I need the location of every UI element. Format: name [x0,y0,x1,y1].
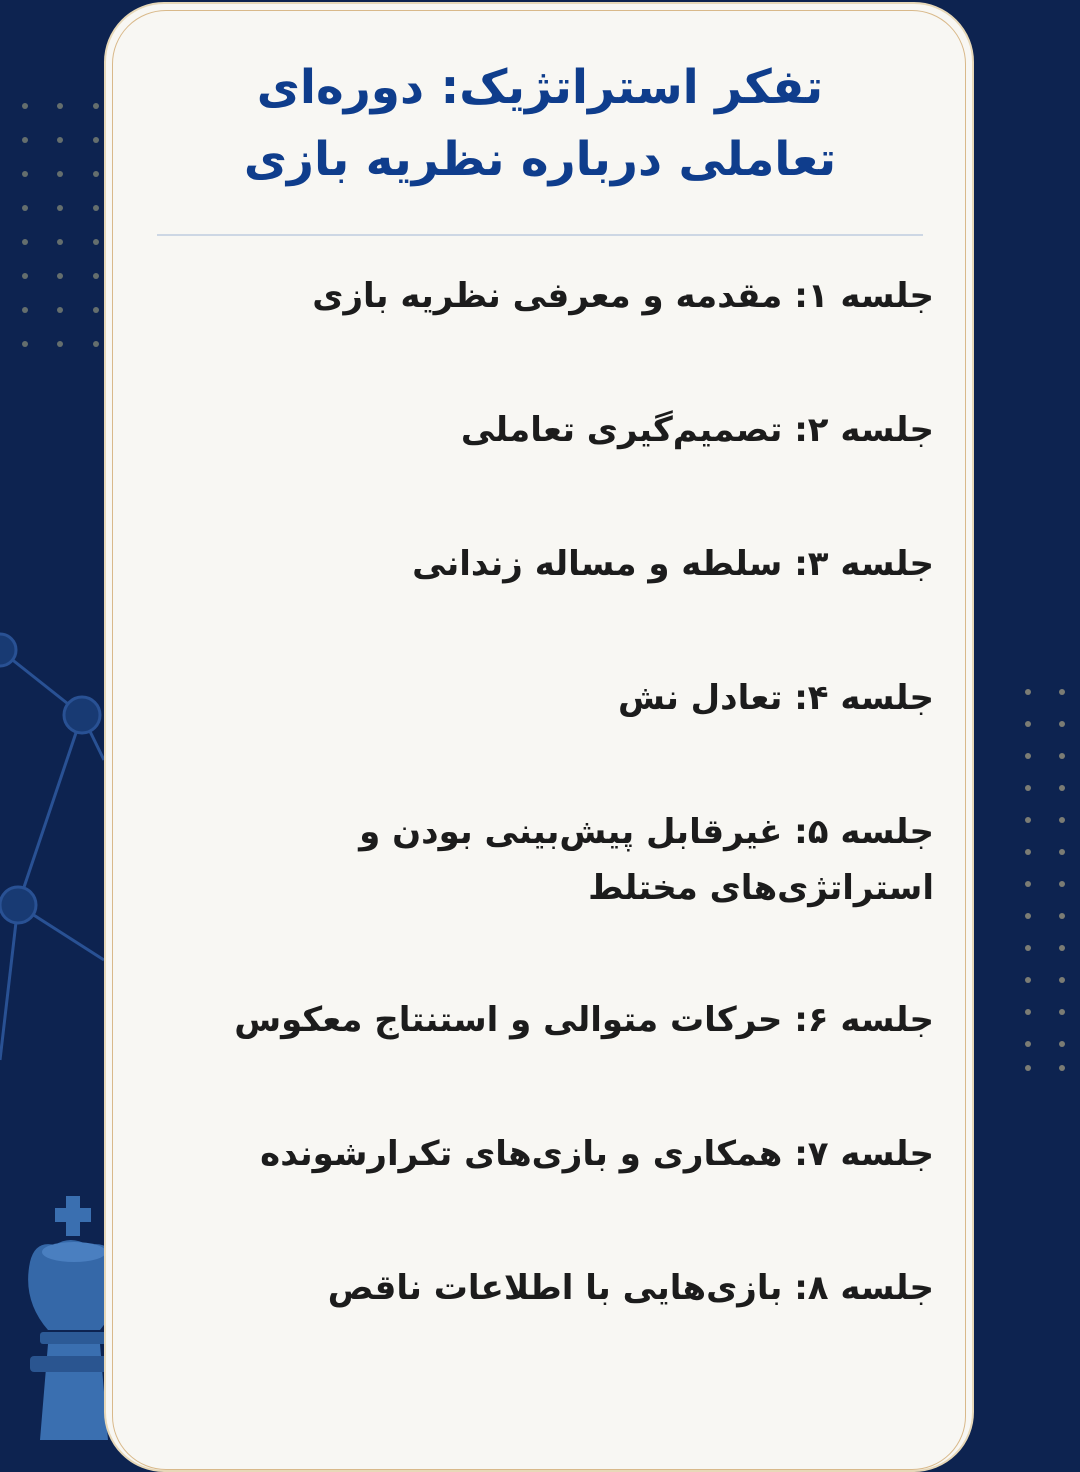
session-item-2: جلسه ۲: تصمیم‌گیری تعاملی [460,410,934,450]
session-item-8: جلسه ۸: بازی‌هایی با اطلاعات ناقص [327,1268,934,1308]
session-item-4: جلسه ۴: تعادل نش [618,678,934,718]
session-item-5 [154,804,934,916]
session-item-6: جلسه ۶: حرکات متوالی و استنتاج معکوس [234,1000,934,1040]
session-item-3: جلسه ۳: سلطه و مساله زندانی [412,544,934,584]
title-line-2: تعاملی درباره نظریه بازی [243,132,837,187]
network-graph-icon [0,634,104,1060]
content-card [104,2,974,1472]
session-item-7: جلسه ۷: همکاری و بازی‌های تکرارشونده [260,1134,934,1174]
session-item-5-line-1: جلسه ۵: غیرقابل پیش‌بینی بودن و [359,812,934,852]
session-item-5-line-2: استراتژی‌های مختلط [588,868,934,908]
session-item-1: جلسه ۱: مقدمه و معرفی نظریه بازی [312,276,934,316]
dot-grid-right [1025,689,1065,1071]
title-divider [157,234,923,236]
title-line-1: تفکر استراتژیک: دوره‌ای [256,60,824,115]
dot-grid-left [22,103,99,347]
page-title [160,52,920,196]
